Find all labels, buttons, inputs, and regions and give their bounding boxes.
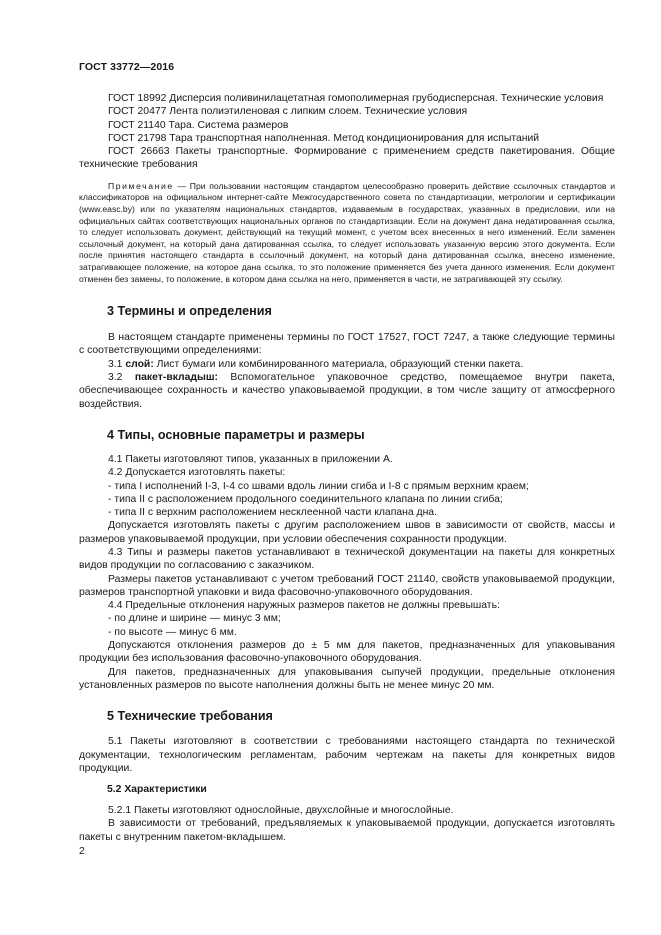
page-body: [79, 92, 615, 844]
term-definition: Вспомогательное упаковочное средство, помещаемое внутри пакета, обеспечивающее сохранность и качество упаковываемой продукции, в том числе защиту от атмосферного воздействия.: [79, 372, 615, 410]
paragraph: 5.1 Пакеты изготовляют в соответствии с требованиями настоящего стандарта по технической документации, технологическим регламентам, рабочим чертежам на пакеты для конкретных видов продукции.: [79, 736, 615, 774]
section-4-heading: 4 Типы, основные параметры и размеры: [107, 427, 365, 442]
list-item: - типа II с верхним расположением несклеенной части клапана дна.: [108, 507, 437, 519]
page-number: 2: [79, 845, 85, 857]
reference-item: ГОСТ 21798 Тара транспортная наполненная. Метод кондиционирования для испытаний: [108, 132, 540, 144]
term-definition: Лист бумаги или комбинированного материала, образующий стенки пакета.: [153, 358, 524, 370]
paragraph: 4.3 Типы и размеры пакетов устанавливают в технической документации на пакеты для конкретных видов продукции по согласованию с заказчиком.: [79, 546, 615, 572]
normative-references-list: [79, 92, 615, 172]
section-3-heading: 3 Термины и определения: [107, 304, 272, 319]
paragraph: 4.2 Допускается изготовлять пакеты:: [108, 467, 286, 479]
reference-note: [79, 181, 615, 285]
reference-item: ГОСТ 21140 Тара. Система размеров: [108, 119, 289, 131]
paragraph: Для пакетов, предназначенных для упаковывания сыпучей продукции, предельные отклонения установленных размеров по высоте наполнения должны быть не менее минус 20 мм.: [79, 666, 615, 691]
paragraph: Размеры пакетов устанавливают с учетом требований ГОСТ 21140, свойств упаковываемой продукции, размеров транспортной упаковки и вида фасовочно-упаковочного оборудования.: [79, 573, 615, 598]
reference-item: ГОСТ 26663 Пакеты транспортные. Формирование с применением средств пакетирования. Общие технические требования: [79, 146, 615, 171]
list-item: - типа II с расположением продольного соединительного клапана по линии сгиба;: [108, 493, 503, 505]
paragraph: Допускаются отклонения размеров до ± 5 мм для пакетов, предназначенных для упаковывания продукции без использования фасовочно-упаковочного оборудования.: [79, 640, 615, 665]
term-name: пакет-вкладыш:: [134, 372, 219, 384]
section-5-heading: 5 Технические требования: [107, 709, 273, 724]
list-item: - типа I исполнений I-3, I-4 со швами вдоль линии сгиба и I-8 с прямым верхним краем;: [108, 480, 529, 492]
term-3-1: [79, 358, 615, 371]
document-header: ГОСТ 33772—2016: [79, 61, 175, 73]
term-number: 3.1: [108, 358, 126, 370]
term-name: слой:: [125, 358, 154, 370]
note-label: Примечание: [108, 180, 174, 191]
term-number: 3.2: [108, 372, 135, 384]
list-item: - по высоте — минус 6 мм.: [108, 626, 237, 638]
term-3-2: [79, 371, 615, 411]
paragraph: Допускается изготовлять пакеты с другим расположением швов в зависимости от свойств, массы и размеров упаковываемой продукции, при условии обеспечения сохранности продукции.: [79, 520, 615, 545]
paragraph: В зависимости от требований, предъявляемых к упаковываемой продукции, допускается изготовлять пакеты с внутренним пакетом-вкладышем.: [79, 818, 615, 843]
paragraph: 4.4 Предельные отклонения наружных размеров пакетов не должны превышать:: [108, 600, 500, 612]
paragraph: 5.2.1 Пакеты изготовляют однослойные, двухслойные и многослойные.: [108, 805, 454, 817]
section-3-intro: В настоящем стандарте применены термины по ГОСТ 17527, ГОСТ 7247, а также следующие термины с соответствующими определениями:: [79, 332, 615, 357]
reference-item: ГОСТ 20477 Лента полиэтиленовая с липким слоем. Технические условия: [108, 106, 468, 118]
list-item: - по длине и ширине — минус 3 мм;: [108, 613, 281, 625]
subsection-5-2-heading: 5.2 Характеристики: [107, 784, 207, 796]
note-text: — При пользовании настоящим стандартом целесообразно проверить действие ссылочных стандартов и классификаторов на официальном интернет-сайте Межгосударственного совета по стандартизации, метрологии и сертификации (www.easc.by) или по указателям национальных стандартов, издаваемым в государствах, указанных в предисловии, или на официальных сайтах соответствующих национальных органов по стандартизации. Если на документ дана недатированная ссылка, то следует использовать документ, действующий на текущий момент, с учетом всех внесенных в него изменений. Если заменен ссылочный документ, на который дана датированная ссылка, то следует использовать указанную версию этого документа. Если после принятия настоящего стандарта в ссылочный документ, на который дана датированная ссылка, внесено изменение, затрагивающее положение, на которое дана ссылка, то это положение применяется без учета данного изменения. Если документ отменен без замены, то положение, в котором дана ссылка на него, применяется в части, не затрагивающей эту ссылку.: [79, 180, 615, 284]
reference-item: ГОСТ 18992 Дисперсия поливинилацетатная гомополимерная грубодисперсная. Технические условия: [108, 93, 604, 104]
paragraph: 4.1 Пакеты изготовляют типов, указанных в приложении А.: [108, 453, 393, 465]
